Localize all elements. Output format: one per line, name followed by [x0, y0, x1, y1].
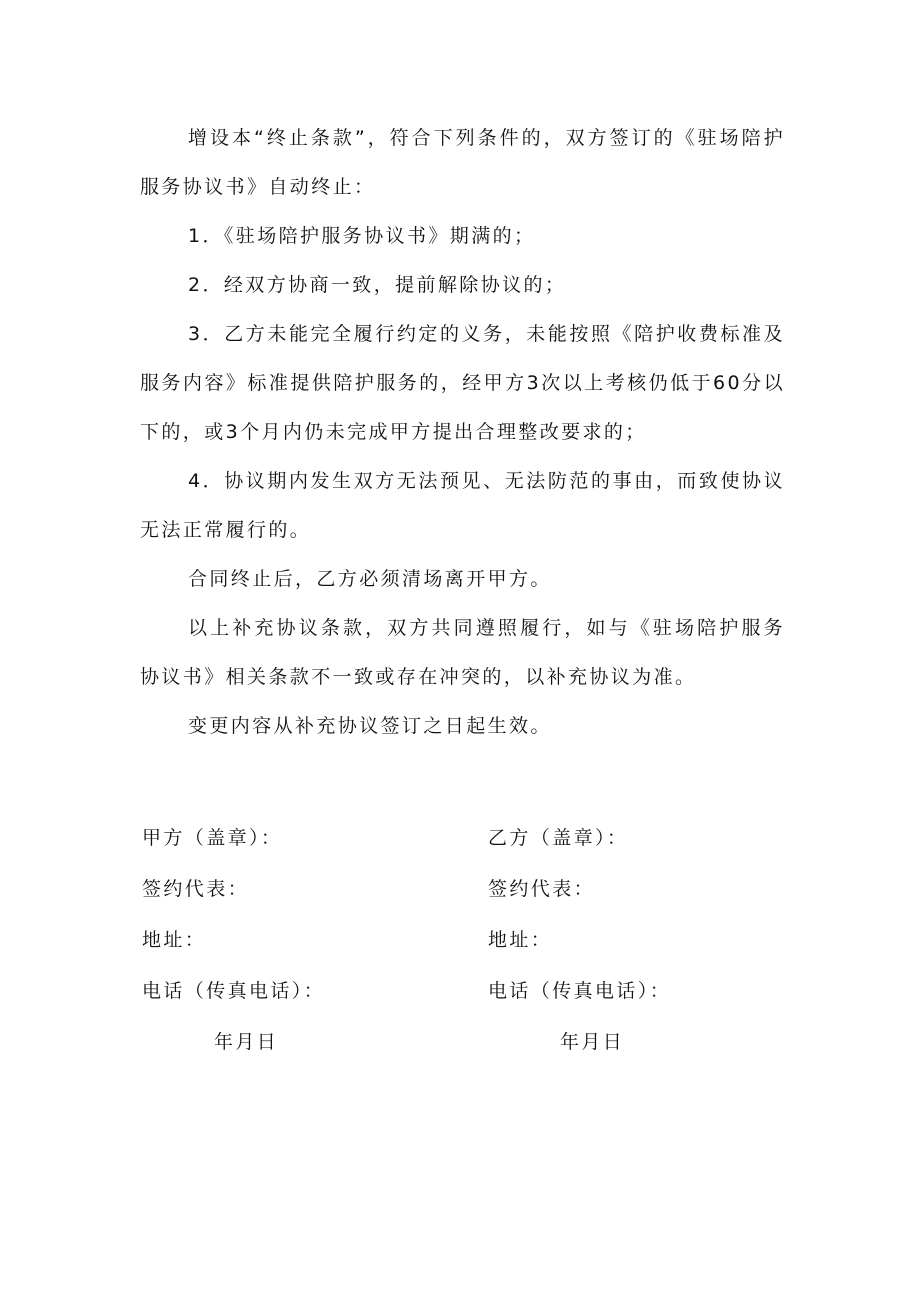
supplement-priority-paragraph: 以上补充协议条款，双方共同遵照履行，如与《驻场陪护服务协议书》相关条款不一致或存在冲突的，以补充协议为准。	[140, 617, 785, 688]
party-b-date-label: 年月日	[560, 1031, 625, 1053]
party-a-signature-block	[142, 813, 462, 1068]
party-b-seal-label: 乙方（盖章）：	[488, 827, 629, 849]
party-a-date-label: 年月日	[214, 1031, 279, 1053]
party-a-representative-label: 签约代表：	[142, 878, 250, 900]
document-body	[140, 114, 785, 751]
effective-date-paragraph: 变更内容从补充协议签订之日起生效。	[188, 715, 552, 737]
clause-4-paragraph: 4．协议期内发生双方无法预见、无法防范的事由，而致使协议无法正常履行的。	[140, 470, 785, 541]
party-b-signature-block	[488, 813, 808, 1068]
party-a-address-label: 地址：	[142, 929, 207, 951]
party-a-seal-label: 甲方（盖章）：	[142, 827, 283, 849]
post-termination-paragraph: 合同终止后，乙方必须清场离开甲方。	[188, 568, 552, 590]
party-b-phone-label: 电话（传真电话）：	[488, 980, 672, 1002]
termination-intro-paragraph: 增设本“终止条款”，符合下列条件的，双方签订的《驻场陪护服务协议书》自动终止：	[140, 127, 785, 198]
party-a-phone-label: 电话（传真电话）：	[142, 980, 326, 1002]
party-b-address-label: 地址：	[488, 929, 553, 951]
clause-3-paragraph: 3．乙方未能完全履行约定的义务，未能按照《陪护收费标准及服务内容》标准提供陪护服务的，经甲方3次以上考核仍低于60分以下的，或3个月内仍未完成甲方提出合理整改要求的；	[140, 323, 785, 443]
party-b-representative-label: 签约代表：	[488, 878, 596, 900]
clause-1-paragraph: 1．《驻场陪护服务协议书》期满的；	[188, 225, 536, 247]
clause-2-paragraph: 2．经双方协商一致，提前解除协议的；	[188, 274, 567, 296]
